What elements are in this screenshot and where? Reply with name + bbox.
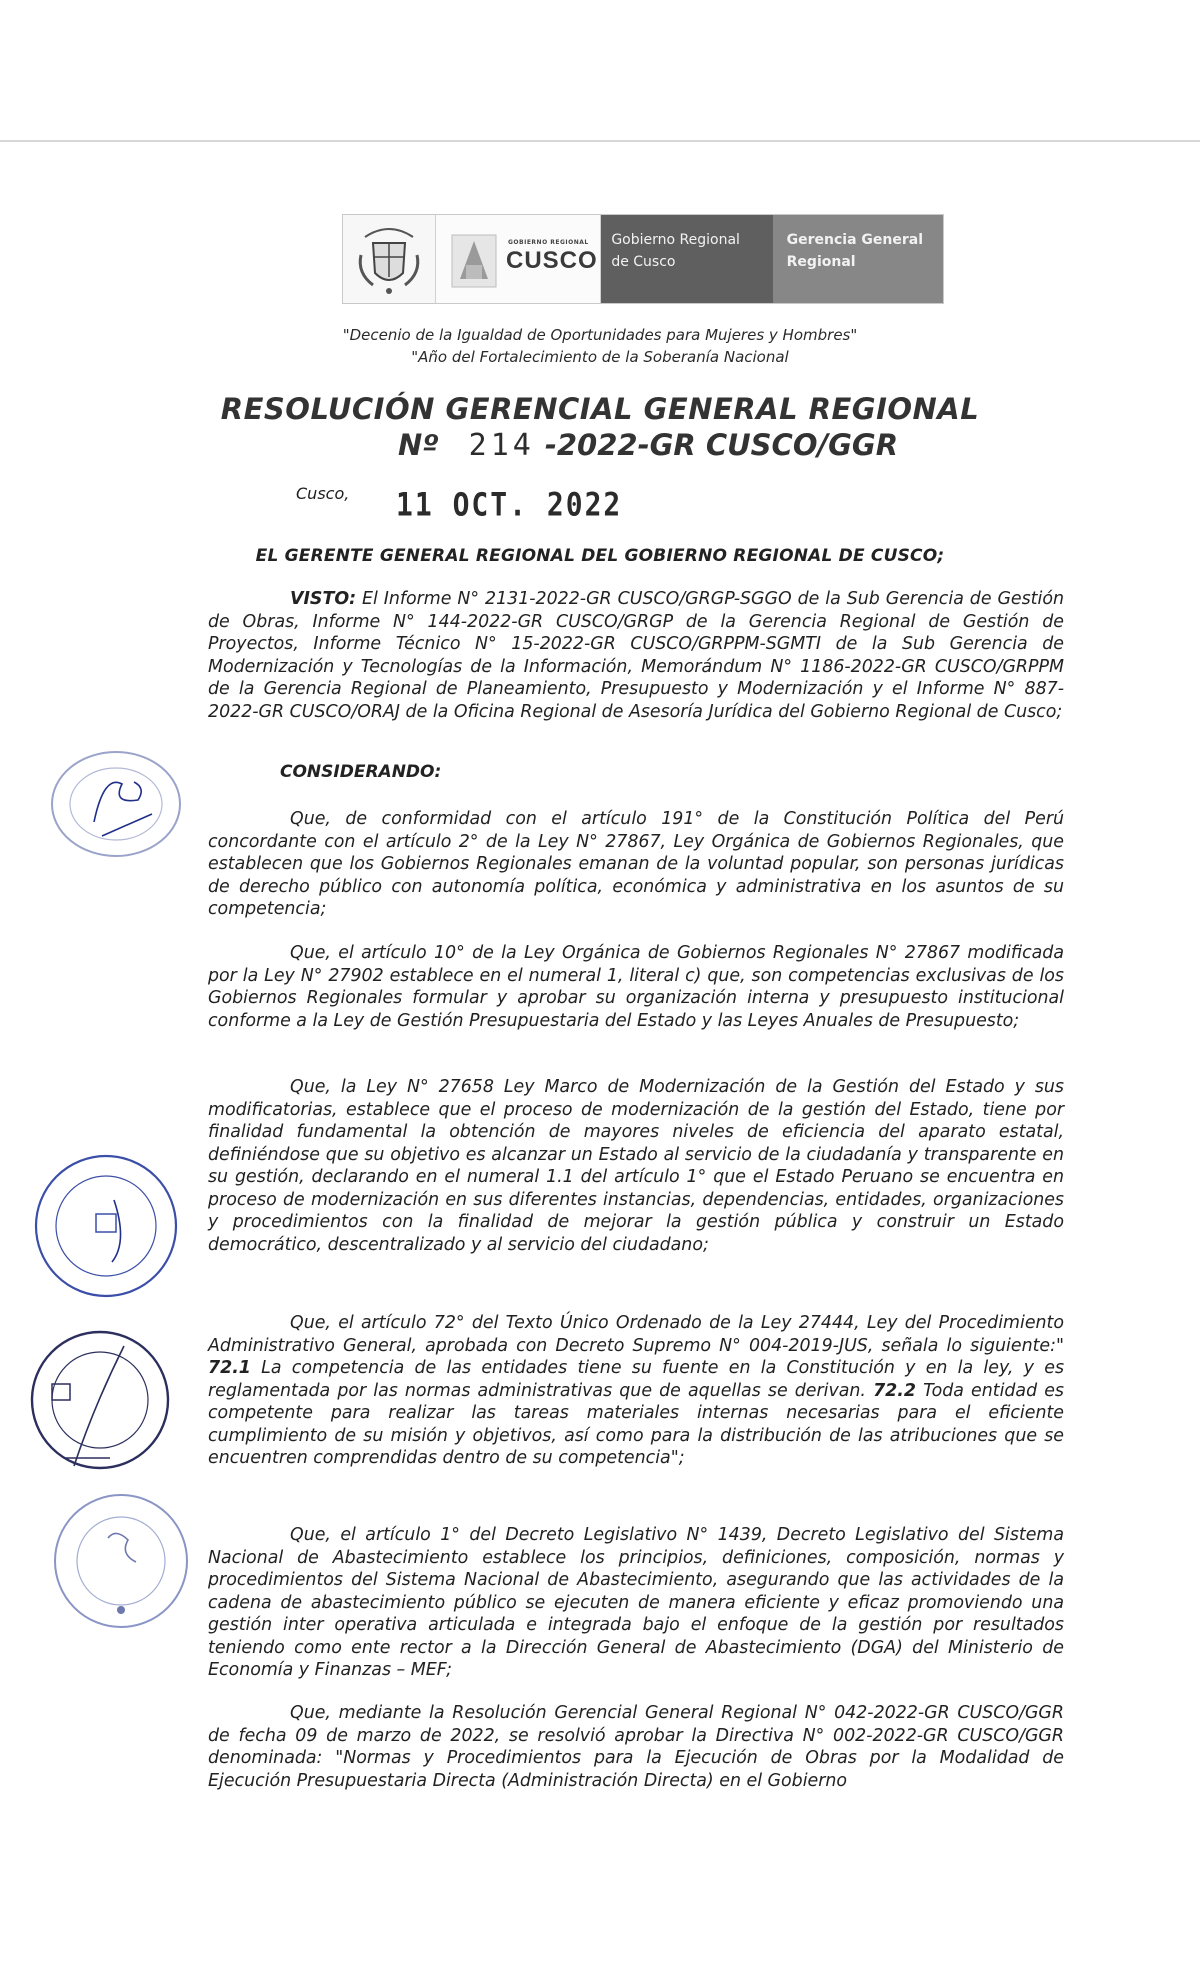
place-label: Cusco, [296, 484, 350, 503]
paragraph-2-text: Que, el artículo 10° de la Ley Orgánica de Gobiernos Regionales N° 27867 modificada por la Ley N° 27902 establece en el numeral 1, literal c) que, son competencias exclusivas de los Gobiernos Regionales formular y aprobar su organización interna y presupuesto institucional conforme a la Ley de Gestión Presupuestaria del Estado y las Leyes Anuales de Presupuesto; [208, 943, 1064, 1031]
page-top-line [0, 140, 1200, 142]
paragraph-4-num-1: 72.1 [208, 1358, 251, 1378]
motto-line-1: "Decenio de la Igualdad de Oportunidades para Mujeres y Hombres" [342, 326, 858, 344]
modernizacion-stamp-1 [18, 1152, 193, 1300]
visto-paragraph [208, 588, 1064, 723]
considerando-label: CONSIDERANDO: [280, 762, 442, 782]
motto-line-2: "Año del Fortalecimiento de la Soberanía Nacional [411, 348, 789, 366]
paragraph-6-text: Que, mediante la Resolución Gerencial General Regional N° 042-2022-GR CUSCO/GGR de fecha 09 de marzo de 2022, se resolvió aprobar la Directiva N° 002-2022-GR CUSCO/GGR denominada: "Normas y Procedimientos para la Ejecución de Obras por la Modalidad de Ejecución Presupuestaria Directa (Administración Directa) en el Gobierno [208, 1703, 1064, 1791]
cusco-logo-word: CUSCO [506, 247, 598, 274]
cusco-logo [436, 215, 601, 303]
resolution-title: RESOLUCIÓN GERENCIAL GENERAL REGIONAL [220, 392, 980, 426]
date-stamp: 11 OCT. 2022 [396, 485, 623, 524]
paragraph-6 [208, 1702, 1064, 1792]
modernizacion-stamp-2 [14, 1326, 184, 1476]
paragraph-1 [208, 808, 1064, 921]
gobierno-regional-box [601, 215, 772, 303]
gov-line-2: de Cusco [611, 254, 676, 270]
resolution-number-line [398, 428, 898, 463]
gov-line-1: Gobierno Regional [611, 232, 740, 248]
paragraph-4 [208, 1312, 1064, 1470]
paragraph-4-text-e: Toda entidad es competente para realizar las tareas materiales internas necesarias para el eficiente cumplimiento de su misión y objetivos, así como para la distribución de las atribuciones que se encuentren comprendidas dentro de su competencia"; [208, 1380, 1064, 1468]
paragraph-1-text: Que, de conformidad con el artículo 191° de la Constitución Política del Perú concordante con el artículo 2° de la Ley N° 27867, Ley Orgánica de Gobiernos Regionales, que establecen que los Gobiernos Regionales emanan de la voluntad popular, son personas jurídicas de derecho público con autonomía política, económica y administrativa en los asuntos de su competencia; [208, 809, 1064, 919]
ggr-line-2: Regional [786, 254, 856, 270]
paragraph-4-text-c: La competencia de las entidades tiene su fuente en la Constitución y en la ley, y es reglamentada por las normas administrativas que de aquellas se derivan. [208, 1358, 1064, 1401]
paragraph-4-text-a: Que, el artículo 72° del Texto Único Ordenado de la Ley 27444, Ley del Procedimiento Administrativo General, aprobada con Decreto Supremo N° 004-2019-JUS, señala lo siguiente:" [208, 1313, 1064, 1356]
gerencia-general-box [773, 215, 943, 303]
number-suffix: -2022-GR CUSCO/GGR [544, 428, 899, 462]
number-prefix: Nº [398, 428, 439, 462]
paragraph-2 [208, 942, 1064, 1032]
paragraph-3-text: Que, la Ley N° 27658 Ley Marco de Modernización de la Gestión del Estado y sus modificatorias, establece que el proceso de modernización de la gestión del Estado, tiene por finalidad fundamental la obtención de mayores niveles de eficiencia del aparato estatal, definiéndose que su objetivo es alcanzar un Estado al servicio de la ciudadanía y transparente en su gestión, declarando en el numeral 1.1 del artículo 1° que el Estado Peruano se encuentra en proceso de modernización en sus diferentes instancias, dependencias, entidades, organizaciones y procedimientos con la finalidad de mejorar la gestión pública y construir un Estado democrático, descentralizado y al servicio del ciudadano; [208, 1077, 1064, 1255]
paragraph-5-text: Que, el artículo 1° del Decreto Legislativo N° 1439, Decreto Legislativo del Sistema Nacional de Abastecimiento establece los principios, definiciones, composición, normas y procedimientos del Sistema Nacional de Abastecimiento, asegurando que las actividades de la cadena de abastecimiento público se ejecuten de manera eficiente y eficaz promoviendo una gestión inter operativa articulada e integrada bajo el enfoque de la gestión por resultados teniendo como ente rector a la Dirección General de Abastecimiento (DGA) del Ministerio de Economía y Finanzas – MEF; [208, 1525, 1064, 1680]
cusco-logo-caption: GOBIERNO REGIONAL [508, 239, 589, 246]
gerencia-general-stamp [50, 1488, 192, 1634]
ggr-line-1: Gerencia General [786, 232, 924, 248]
paragraph-4-num-2: 72.2 [873, 1380, 916, 1401]
paragraph-5 [208, 1524, 1064, 1682]
paragraph-3 [208, 1076, 1064, 1256]
visto-text: El Informe N° 2131-2022-GR CUSCO/GRGP-SGGO de la Sub Gerencia de Gestión de Obras, Informe N° 144-2022-GR CUSCO/GRGP de la Gerencia Regional de Gestión de Proyectos, Informe Técnico N° 15-2022-GR CUSCO/GRPPM-SGMTI de la Sub Gerencia de Modernización y Tecnologías de la Información, Memorándum N° 1186-2022-GR CUSCO/GRPPM de la Gerencia Regional de Planeamiento, Presupuesto y Modernización y el Informe N° 887-2022-GR CUSCO/ORAJ de la Oficina Regional de Asesoría Jurídica del Gobierno Regional de Cusco; [208, 589, 1064, 722]
authority-heading: EL GERENTE GENERAL REGIONAL DEL GOBIERNO REGIONAL DE CUSCO; [255, 546, 945, 566]
visto-label: VISTO: [290, 589, 357, 609]
header-banner [342, 214, 944, 304]
asesoria-juridica-stamp [42, 744, 190, 864]
coat-of-arms-logo [343, 215, 436, 303]
handwritten-number: 214 [468, 428, 535, 463]
